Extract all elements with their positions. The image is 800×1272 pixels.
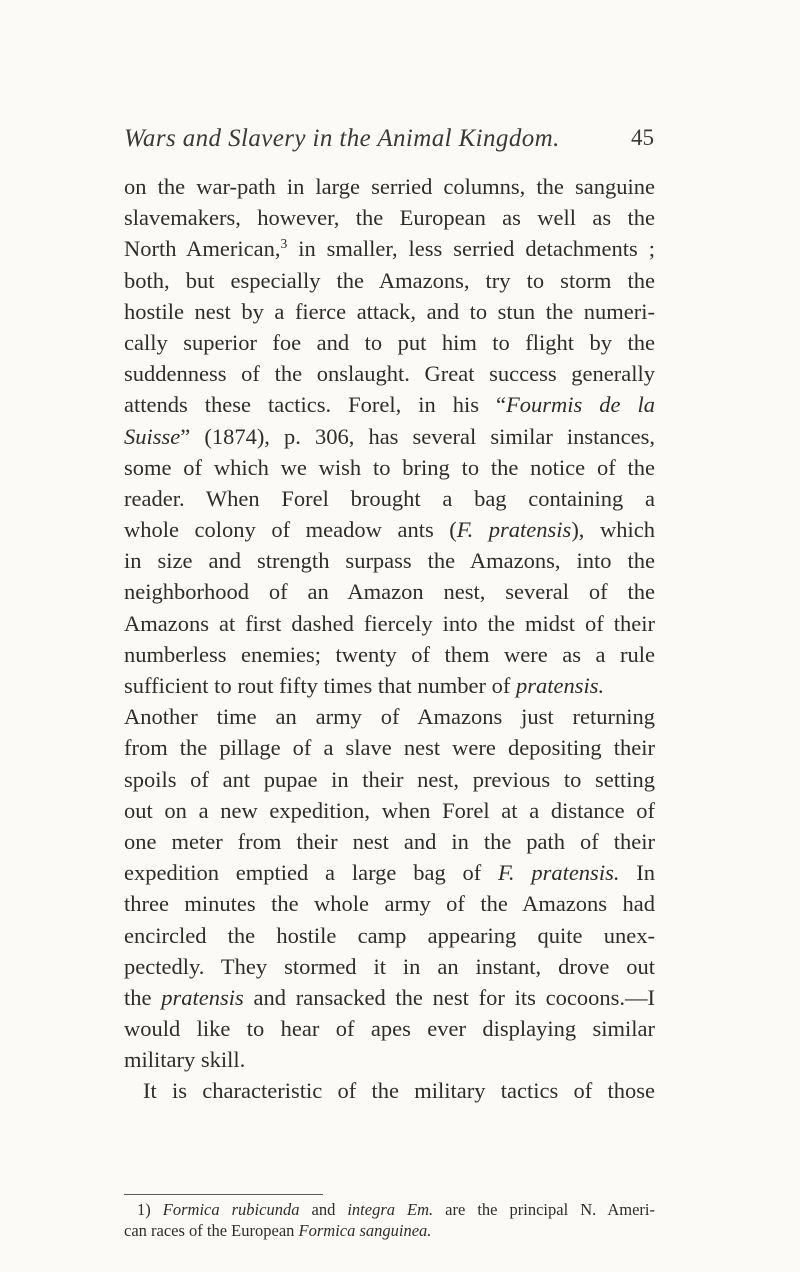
text-fragment: sufficient to rout fifty times that number of — [124, 673, 511, 698]
species-name: F. pratensis — [456, 517, 572, 543]
footnote-line — [124, 1220, 655, 1241]
text-line — [124, 670, 655, 701]
text-line: military skill. — [124, 1047, 246, 1073]
text-line: in size and strength surpass the Amazons, into the — [124, 548, 655, 574]
text-line: spoils of ant pupae in their nest, previous to setting — [124, 766, 655, 792]
species-name: Formica rubicunda — [162, 1200, 300, 1219]
body-text — [124, 171, 655, 1107]
text-fragment: ), which — [571, 517, 655, 543]
text-line — [124, 982, 655, 1013]
text-fragment: ” (1874), p. 306, has several similar instances, — [180, 423, 655, 449]
text-fragment: the — [124, 984, 152, 1010]
footnote-reference: 3 — [280, 236, 288, 252]
text-line — [124, 857, 655, 888]
text-line: on the war-path in large serried columns, the sanguine — [124, 174, 655, 199]
text-line: one meter from their nest and in the path of their — [124, 828, 655, 854]
text-line: slavemakers, however, the European as well as the — [124, 205, 655, 231]
book-title: Suisse — [124, 423, 181, 449]
page-number: 45 — [631, 125, 654, 150]
running-head: Wars and Slavery in the Animal Kingdom. — [124, 125, 560, 152]
text-line: encircled the hostile camp appearing quite unex- — [124, 922, 655, 948]
species-name: F. pratensis. — [498, 860, 620, 886]
species-name: pratensis — [161, 984, 244, 1010]
footnote — [124, 1199, 655, 1241]
text-line: suddenness of the onslaught. Great success generally — [124, 361, 655, 387]
text-line: It is characteristic of the military tactics of those — [143, 1078, 655, 1104]
text-line — [124, 233, 655, 264]
text-line: Amazons at first dashed fiercely into the midst of their — [124, 610, 655, 636]
species-name: Formica sanguinea. — [298, 1221, 432, 1240]
text-line: numberless enemies; twenty of them were as a rule — [124, 641, 655, 667]
text-line: reader. When Forel brought a bag containing a — [124, 485, 655, 511]
text-fragment: North American, — [124, 236, 281, 262]
text-fragment: whole colony of meadow ants ( — [124, 517, 457, 543]
footnote-line — [124, 1199, 655, 1220]
text-line: both, but especially the Amazons, try to storm the — [124, 267, 655, 293]
text-line: Another time an army of Amazons just returning — [124, 704, 655, 730]
text-fragment: are the principal N. Ameri- — [433, 1200, 655, 1219]
text-line — [124, 514, 655, 545]
text-fragment: “ — [496, 392, 506, 418]
page-header — [124, 119, 654, 159]
text-line — [124, 421, 655, 452]
footnote-divider — [124, 1194, 323, 1195]
text-line: out on a new expedition, when Forel at a distance of — [124, 797, 655, 823]
text-fragment: expedition emptied a large bag of — [124, 860, 482, 886]
text-fragment: in smaller, less serried detachments ; — [287, 236, 655, 262]
text-line: from the pillage of a slave nest were depositing their — [124, 735, 655, 761]
book-title: Fourmis de la — [506, 392, 656, 418]
species-name: integra Em. — [347, 1200, 434, 1219]
text-line — [124, 389, 655, 420]
text-line: neighborhood of an Amazon nest, several of the — [124, 579, 655, 605]
text-line: pectedly. They stormed it in an instant, drove out — [124, 953, 655, 979]
text-fragment: attends these tactics. Forel, in his — [124, 392, 479, 418]
text-line: would like to hear of apes ever displaying similar — [124, 1016, 655, 1042]
text-line: cally superior foe and to put him to flight by the — [124, 329, 655, 355]
text-fragment: In — [619, 860, 655, 886]
footnote-marker: 1) — [137, 1200, 151, 1219]
species-name: pratensis. — [516, 673, 605, 698]
text-fragment: can races of the European — [124, 1221, 299, 1240]
text-fragment: and — [299, 1200, 348, 1219]
text-fragment: and ransacked the nest for its cocoons.—I — [243, 984, 655, 1010]
text-line: some of which we wish to bring to the notice of the — [124, 454, 655, 480]
text-line: hostile nest by a fierce attack, and to stun the numeri- — [124, 298, 655, 324]
text-line: three minutes the whole army of the Amazons had — [124, 891, 655, 917]
